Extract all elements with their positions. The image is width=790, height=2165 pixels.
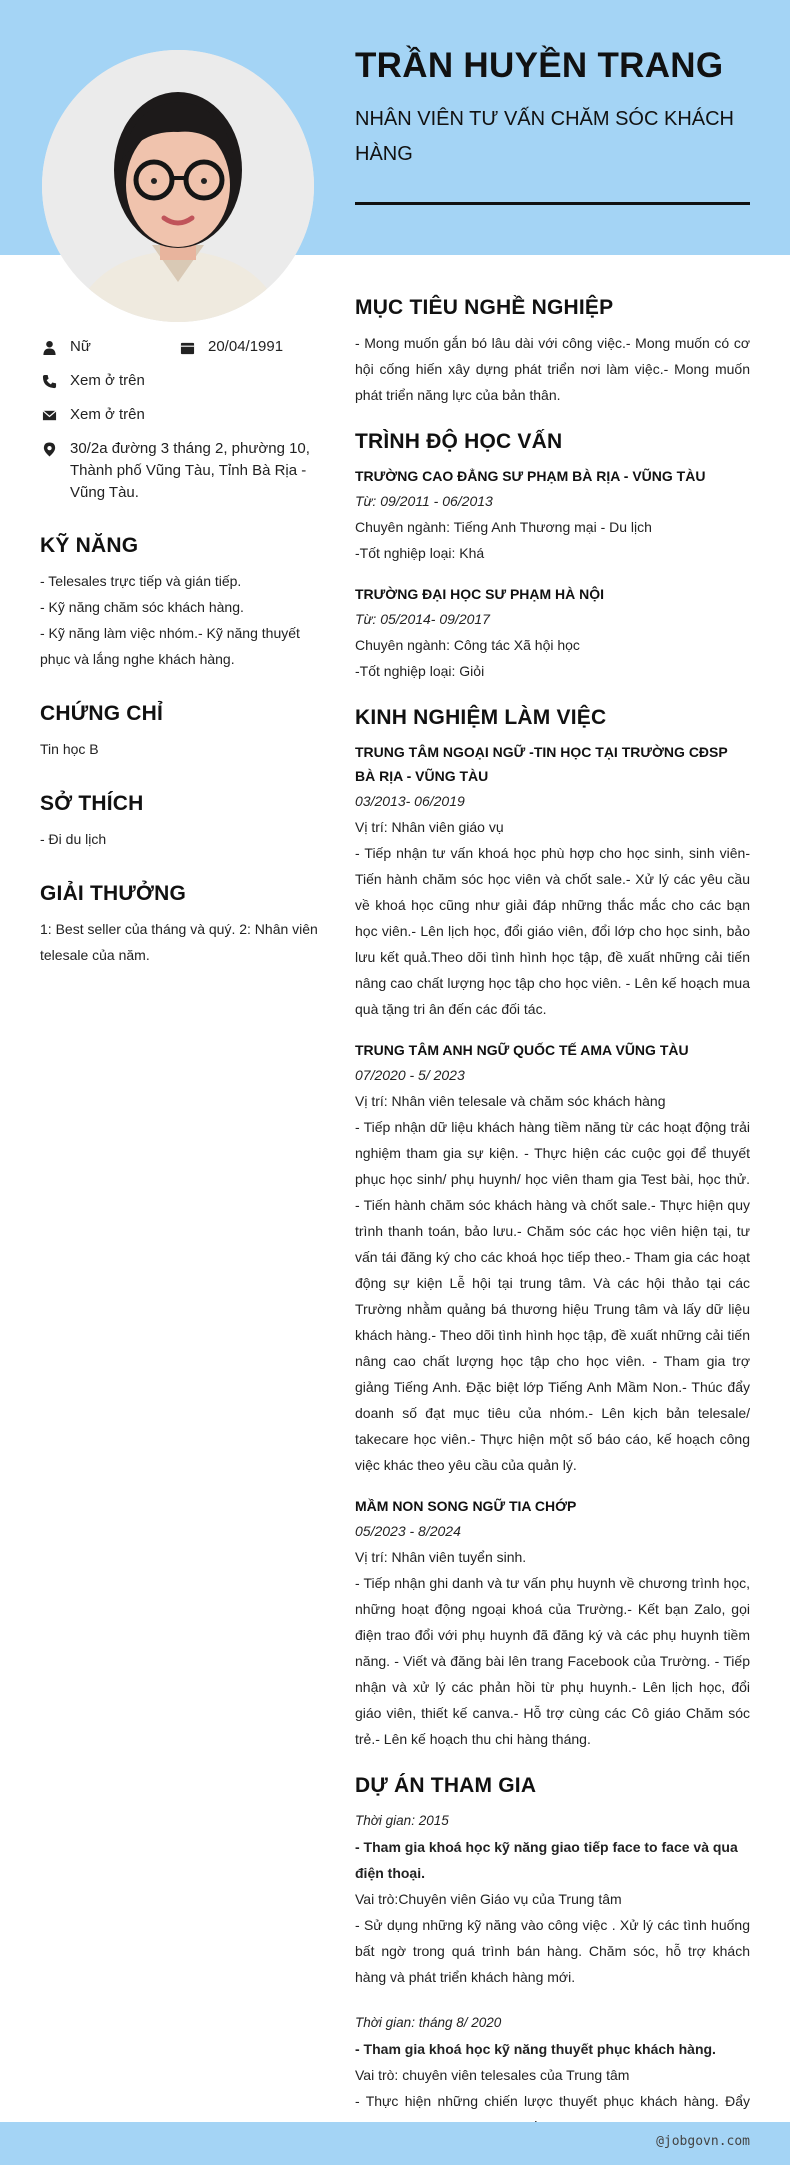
- experience-period: 07/2020 - 5/ 2023: [355, 1067, 465, 1083]
- projects-section: [355, 1774, 750, 2140]
- portrait-image: [42, 50, 314, 322]
- experience-heading: KINH NGHIỆM LÀM VIỆC: [355, 706, 607, 729]
- objective-text: - Mong muốn gắn bó lâu dài với công việc.- Mong muốn có cơ hội cống hiến xây dựng phát triển nơi làm việc.- Mong muốn phát triển năng lực của bản thân.: [355, 335, 750, 403]
- calendar-icon: [178, 336, 196, 358]
- certificates-heading: CHỨNG CHỈ: [40, 702, 164, 725]
- education-grade: -Tốt nghiệp loại: Khá: [355, 545, 485, 561]
- education-grade: -Tốt nghiệp loại: Giỏi: [355, 663, 485, 679]
- location-pin-icon: [40, 438, 58, 460]
- experience-item: [355, 1038, 750, 1478]
- phone-icon: [40, 370, 58, 392]
- skill-item: - Kỹ năng chăm sóc khách hàng.: [40, 599, 244, 615]
- experience-section: [355, 706, 750, 1752]
- candidate-name: TRẦN HUYỀN TRANG: [355, 46, 724, 85]
- project-item: [355, 1808, 750, 1990]
- education-period: Từ: 05/2014- 09/2017: [355, 611, 490, 627]
- project-title: - Tham gia khoá học kỹ năng giao tiếp face to face và qua điện thoại.: [355, 1839, 738, 1881]
- email-value: Xem ở trên: [70, 406, 145, 423]
- left-column: [40, 336, 320, 968]
- phone-value: Xem ở trên: [70, 372, 145, 389]
- experience-period: 05/2023 - 8/2024: [355, 1523, 461, 1539]
- education-heading: TRÌNH ĐỘ HỌC VẤN: [355, 430, 563, 453]
- birthday-value: 20/04/1991: [208, 338, 284, 355]
- project-item: [355, 2010, 750, 2140]
- company-name: MẦM NON SONG NGỮ TIA CHỚP: [355, 1498, 577, 1514]
- project-time: Thời gian: 2015: [355, 1813, 449, 1828]
- objective-section: [355, 296, 750, 408]
- gender-value: Nữ: [70, 338, 91, 355]
- education-item: [355, 582, 750, 684]
- skills-heading: KỸ NĂNG: [40, 534, 139, 557]
- address-value: 30/2a đường 3 tháng 2, phường 10, Thành phố Vũng Tàu, Tỉnh Bà Rịa - Vũng Tàu.: [70, 440, 310, 501]
- education-major: Chuyên ngành: Tiếng Anh Thương mại - Du lịch: [355, 519, 652, 535]
- experience-item: [355, 1494, 750, 1752]
- education-period: Từ: 09/2011 - 06/2013: [355, 493, 493, 509]
- skill-item: - Telesales trực tiếp và gián tiếp.: [40, 573, 242, 589]
- experience-item: [355, 740, 750, 1022]
- experience-position: Vị trí: Nhân viên telesale và chăm sóc khách hàng: [355, 1093, 666, 1109]
- school-name: TRƯỜNG CAO ĐẲNG SƯ PHẠM BÀ RỊA - VŨNG TÀU: [355, 468, 706, 484]
- person-icon: [40, 336, 58, 358]
- experience-period: 03/2013- 06/2019: [355, 793, 465, 809]
- experience-position: Vị trí: Nhân viên tuyển sinh.: [355, 1549, 527, 1565]
- certificate-text: Tin học B: [40, 741, 99, 757]
- company-name: TRUNG TÂM NGOẠI NGỮ -TIN HỌC TẠI TRƯỜNG CĐSP BÀ RỊA - VŨNG TÀU: [355, 744, 728, 784]
- experience-description: - Tiếp nhận tư vấn khoá học phù hợp cho học sinh, sinh viên- Tiến hành chăm sóc học viên và chốt sale.- Xử lý các yêu cầu về khoá học cũng như giải đáp những thắc mắc cho các bạn học viên.- Lên lịch học, đổi giáo viên, đổi lớp cho học sinh, bảo lưu kết quả.Theo dõi tình hình học tập, đề xuất những cải tiến nâng cao chất lượng học tập cho học viên. - Lên kế hoạch mua quà tặng tri ân đến các đối tác.: [355, 845, 750, 1017]
- project-role: Vai trò:Chuyên viên Giáo vụ của Trung tâm: [355, 1891, 622, 1907]
- phone-row: [40, 370, 320, 392]
- project-role: Vai trò: chuyên viên telesales của Trung tâm: [355, 2067, 630, 2083]
- skill-item: - Kỹ năng làm việc nhóm.- Kỹ năng thuyết phục và lắng nghe khách hàng.: [40, 625, 300, 667]
- projects-heading: DỰ ÁN THAM GIA: [355, 1774, 537, 1797]
- email-row: [40, 404, 320, 426]
- experience-position: Vị trí: Nhân viên giáo vụ: [355, 819, 504, 835]
- awards-heading: GIẢI THƯỞNG: [40, 882, 187, 905]
- company-name: TRUNG TÂM ANH NGỮ QUỐC TẾ AMA VŨNG TÀU: [355, 1042, 689, 1058]
- job-title: NHÂN VIÊN TƯ VẤN CHĂM SÓC KHÁCH HÀNG: [355, 108, 734, 165]
- project-description: - Sử dụng những kỹ năng vào công việc . Xử lý các tình huống bất ngờ trong quá trình bán hàng. Chăm sóc, hỗ trợ khách hàng và phát triển khách hàng mới.: [355, 1917, 750, 1985]
- profile-photo: [42, 50, 314, 322]
- award-text: 1: Best seller của tháng và quý. 2: Nhân viên telesale của năm.: [40, 921, 318, 963]
- project-description: - Thực hiện những chiến lược thuyết phục khách hàng. Đẩy: [355, 2093, 750, 2109]
- education-major: Chuyên ngành: Công tác Xã hội học: [355, 637, 580, 653]
- hobby-text: - Đi du lịch: [40, 831, 107, 847]
- education-section: [355, 430, 750, 684]
- education-item: [355, 464, 750, 566]
- footer-watermark: @jobgovn.com: [656, 2134, 750, 2149]
- gender-birthday-row: [40, 336, 320, 358]
- project-title: - Tham gia khoá học kỹ năng thuyết phục khách hàng.: [355, 2041, 716, 2057]
- hobbies-heading: SỞ THÍCH: [40, 792, 144, 815]
- right-column: [355, 296, 750, 2162]
- title-divider: [355, 202, 750, 205]
- experience-description: - Tiếp nhận ghi danh và tư vấn phụ huynh về chương trình học, những hoạt động ngoại khoá của Trường.- Kết bạn Zalo, gọi điện trao đổi với phụ huynh đã đăng ký và các phụ huynh tiềm năng. - Viết và đăng bài lên trang Facebook của Trường. - Tiếp nhận và xử lý các phản hồi từ phụ huynh.- Lên lịch học, đổi giáo viên, thiết kế canva.- Hỗ trợ cùng các Cô giáo Chăm sóc trẻ.- Lên kế hoạch thu chi hàng tháng.: [355, 1575, 750, 1747]
- school-name: TRƯỜNG ĐẠI HỌC SƯ PHẠM HÀ NỘI: [355, 586, 605, 602]
- project-time: Thời gian: tháng 8/ 2020: [355, 2015, 502, 2030]
- experience-description: - Tiếp nhận dữ liệu khách hàng tiềm năng từ các hoạt động trải nghiệm tham gia sự kiện. - Thực hiện các cuộc gọi để thuyết phục học sinh/ phụ huynh/ học viên tham gia Test bài, học thử. - Tiến hành chăm sóc khách hàng và chốt sale.- Thực hiện quy trình thanh toán, bảo lưu.- Chăm sóc các học viên hiện tại, tư vấn tái đăng ký cho các khoá học tiếp theo.- Tham gia các hoạt động sự kiện Lễ hội tại trung tâm. Và các hội thảo tại các Trường nhằm quảng bá thương hiệu Trung tâm và lấy dữ liệu khách hàng.- Theo dõi tình hình học tập, đề xuất những cải tiến nâng cao chất lượng học tập cho học viên. - Tham gia trợ giảng Tiếng Anh. Đặc biệt lớp Tiếng Anh Mầm Non.- Thúc đẩy doanh số đạt mục tiêu của nhóm.- Lên kịch bản telesale/ takecare học viên.- Thực hiện một số báo cáo, kế hoạch công việc khác theo yêu cầu của quản lý.: [355, 1119, 750, 1473]
- objective-heading: MỤC TIÊU NGHỀ NGHIỆP: [355, 296, 614, 319]
- envelope-icon: [40, 404, 58, 426]
- address-row: [40, 438, 320, 504]
